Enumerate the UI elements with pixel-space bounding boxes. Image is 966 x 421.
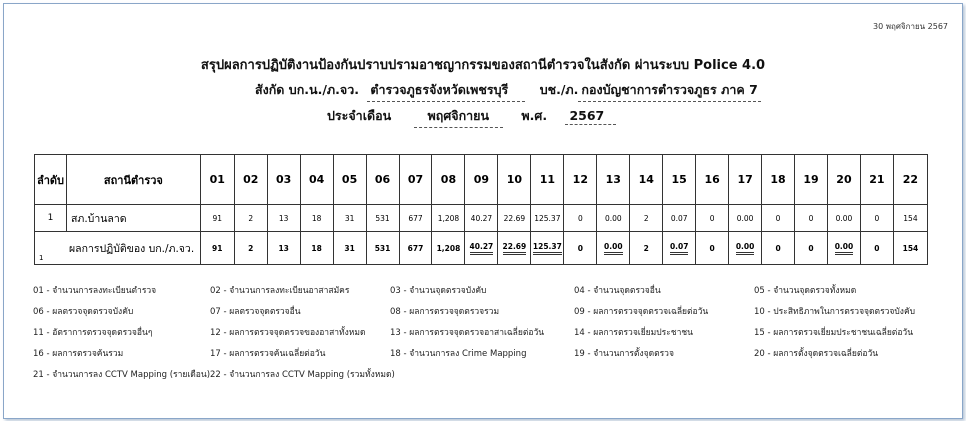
header-no: ลำดับ [35, 155, 67, 205]
legend-item: 01 - จำนวนการลงทะเบียนตำรวจ [33, 286, 157, 296]
total-value [663, 232, 696, 265]
legend-row [33, 283, 943, 304]
total-value-text: 1,208 [436, 243, 461, 253]
total-value-text: 0.00 [736, 242, 755, 255]
cell-value: 1,208 [432, 205, 465, 232]
cell-value: 40.27 [465, 205, 498, 232]
header-col-10: 10 [498, 155, 531, 205]
header-col-21: 21 [860, 155, 893, 205]
total-value [630, 232, 663, 265]
cell-value: 125.37 [531, 205, 564, 232]
table-header-row [35, 155, 928, 205]
header-col-20: 20 [827, 155, 860, 205]
header-col-01: 01 [200, 155, 234, 205]
header-col-07: 07 [399, 155, 432, 205]
year-label: พ.ศ. [521, 108, 548, 123]
total-value-text: 22.69 [503, 242, 527, 255]
total-count: 1 [39, 254, 44, 262]
total-value [267, 232, 300, 265]
cell-value: 13 [267, 205, 300, 232]
legend-item: 09 - ผลการตรวจจุดตรวจเฉลี่ยต่อวัน [574, 307, 709, 317]
total-value-text: 154 [902, 243, 919, 253]
total-value [795, 232, 828, 265]
total-value [597, 232, 630, 265]
legend-item: 02 - จำนวนการลงทะเบียนอาสาสมัคร [210, 286, 350, 296]
header-col-22: 22 [893, 155, 927, 205]
affiliation-unit: ตำรวจภูธรจังหวัดเพชรบุรี [367, 80, 525, 102]
total-value [399, 232, 432, 265]
header-col-06: 06 [366, 155, 399, 205]
affiliation-line [255, 80, 761, 102]
table-total-row [35, 232, 928, 265]
legend-item: 15 - ผลการตรวจเยี่ยมประชาชนเฉลี่ยต่อวัน [754, 328, 914, 338]
legend-row [33, 304, 943, 325]
legend-item: 12 - ผลการตรวจจุดตรวจของอาสาทั้งหมด [210, 328, 366, 338]
cell-value: 22.69 [498, 205, 531, 232]
total-value-text: 0.00 [835, 242, 854, 255]
legend-row [33, 367, 943, 388]
cell-value: 0.07 [663, 205, 696, 232]
header-col-08: 08 [432, 155, 465, 205]
legend [33, 283, 943, 388]
total-value-text: 0 [577, 243, 583, 253]
legend-item: 22 - จำนวนการลง CCTV Mapping (รวมทั้งหมด) [210, 370, 395, 380]
header-col-04: 04 [300, 155, 333, 205]
header-col-17: 17 [729, 155, 762, 205]
total-value [432, 232, 465, 265]
total-value-text: 531 [374, 243, 391, 253]
legend-item: 11 - อัตราการตรวจจุดตรวจอื่นๆ [33, 328, 153, 338]
period-year: 2567 [565, 108, 616, 125]
results-table [34, 154, 928, 265]
total-value [762, 232, 795, 265]
row-station: สภ.บ้านลาด [66, 205, 200, 232]
cell-value: 0.00 [827, 205, 860, 232]
cell-value: 0 [860, 205, 893, 232]
cell-value: 18 [300, 205, 333, 232]
total-value-text: 125.37 [533, 242, 562, 255]
total-value [860, 232, 893, 265]
total-value-text: 40.27 [470, 242, 494, 255]
month-label: ประจำเดือน [327, 108, 392, 123]
header-col-16: 16 [696, 155, 729, 205]
total-value-text: 677 [407, 243, 424, 253]
legend-item: 06 - ผลตรวจจุดตรวจบังคับ [33, 307, 134, 317]
affiliation-prefix: สังกัด บก.น./ภ.จว. [255, 82, 359, 97]
header-col-05: 05 [333, 155, 366, 205]
total-value-text: 2 [643, 243, 649, 253]
legend-item: 19 - จำนวนการตั้งจุดตรวจ [574, 349, 674, 359]
table-row [35, 205, 928, 232]
total-value [696, 232, 729, 265]
legend-item: 04 - จำนวนจุดตรวจอื่น [574, 286, 661, 296]
total-label-cell [35, 232, 201, 265]
legend-item: 13 - ผลการตรวจจุดตรวจอาสาเฉลี่ยต่อวัน [390, 328, 545, 338]
cell-value: 154 [893, 205, 927, 232]
total-value-text: 0 [874, 243, 880, 253]
legend-item: 07 - ผลตรวจจุดตรวจอื่น [210, 307, 301, 317]
period-month: พฤศจิกายน [414, 106, 504, 128]
cell-value: 91 [200, 205, 234, 232]
cell-value: 0 [696, 205, 729, 232]
cell-value: 2 [234, 205, 267, 232]
total-value-text: 13 [278, 243, 289, 253]
legend-item: 21 - จำนวนการลง CCTV Mapping (รายเดือน) [33, 370, 211, 380]
legend-item: 08 - ผลการตรวจจุดตรวจรวม [390, 307, 500, 317]
total-value-text: 91 [212, 243, 223, 253]
cell-value: 0 [564, 205, 597, 232]
total-value-text: 2 [248, 243, 254, 253]
total-value-text: 0.07 [670, 242, 689, 255]
legend-item: 17 - ผลการตรวจค้นเฉลี่ยต่อวัน [210, 349, 326, 359]
cell-value: 0.00 [729, 205, 762, 232]
legend-item: 10 - ประสิทธิภาพในการตรวจจุดตรวจบังคับ [754, 307, 916, 317]
total-value-text: 0.00 [604, 242, 623, 255]
header-col-15: 15 [663, 155, 696, 205]
total-value [366, 232, 399, 265]
total-value [465, 232, 498, 265]
header-col-09: 09 [465, 155, 498, 205]
legend-item: 18 - จำนวนการลง Crime Mapping [390, 349, 527, 359]
total-value-text: 0 [808, 243, 814, 253]
header-col-03: 03 [267, 155, 300, 205]
total-value [729, 232, 762, 265]
affiliation-command: กองบัญชาการตำรวจภูธร ภาค 7 [578, 80, 760, 102]
period-line [327, 106, 616, 128]
legend-item: 14 - ผลการตรวจเยี่ยมประชาชน [574, 328, 693, 338]
total-value-text: 31 [344, 243, 355, 253]
legend-item: 20 - ผลการตั้งจุดตรวจเฉลี่ยต่อวัน [754, 349, 879, 359]
total-value [300, 232, 333, 265]
cell-value: 677 [399, 205, 432, 232]
cell-value: 0.00 [597, 205, 630, 232]
row-no: 1 [35, 205, 67, 232]
total-value [531, 232, 564, 265]
legend-item: 16 - ผลการตรวจค้นรวม [33, 349, 124, 359]
legend-item: 05 - จำนวนจุดตรวจทั้งหมด [754, 286, 857, 296]
total-value-text: 0 [709, 243, 715, 253]
total-value [200, 232, 234, 265]
header-col-13: 13 [597, 155, 630, 205]
cell-value: 0 [762, 205, 795, 232]
total-value [234, 232, 267, 265]
header-col-18: 18 [762, 155, 795, 205]
cell-value: 31 [333, 205, 366, 232]
command-label: บช./ภ. [539, 82, 579, 97]
total-label: ผลการปฏิบัติของ บก./ภ.จว. [69, 242, 195, 255]
header-col-12: 12 [564, 155, 597, 205]
cell-value: 0 [795, 205, 828, 232]
total-value-text: 0 [775, 243, 781, 253]
header-col-14: 14 [630, 155, 663, 205]
total-value [498, 232, 531, 265]
total-value [564, 232, 597, 265]
report-title: สรุปผลการปฏิบัติงานป้องกันปราบปรามอาชญากรรมของสถานีตำรวจในสังกัด ผ่านระบบ Police 4.0 [200, 58, 766, 73]
header-col-02: 02 [234, 155, 267, 205]
total-value [893, 232, 927, 265]
legend-row [33, 346, 943, 367]
legend-row [33, 325, 943, 346]
total-value-text: 18 [311, 243, 322, 253]
header-col-11: 11 [531, 155, 564, 205]
report-date: 30 พฤศจิกายน 2567 [873, 22, 948, 31]
header-col-19: 19 [795, 155, 828, 205]
total-value [333, 232, 366, 265]
cell-value: 531 [366, 205, 399, 232]
total-value [827, 232, 860, 265]
header-station: สถานีตำรวจ [66, 155, 200, 205]
cell-value: 2 [630, 205, 663, 232]
legend-item: 03 - จำนวนจุดตรวจบังคับ [390, 286, 487, 296]
